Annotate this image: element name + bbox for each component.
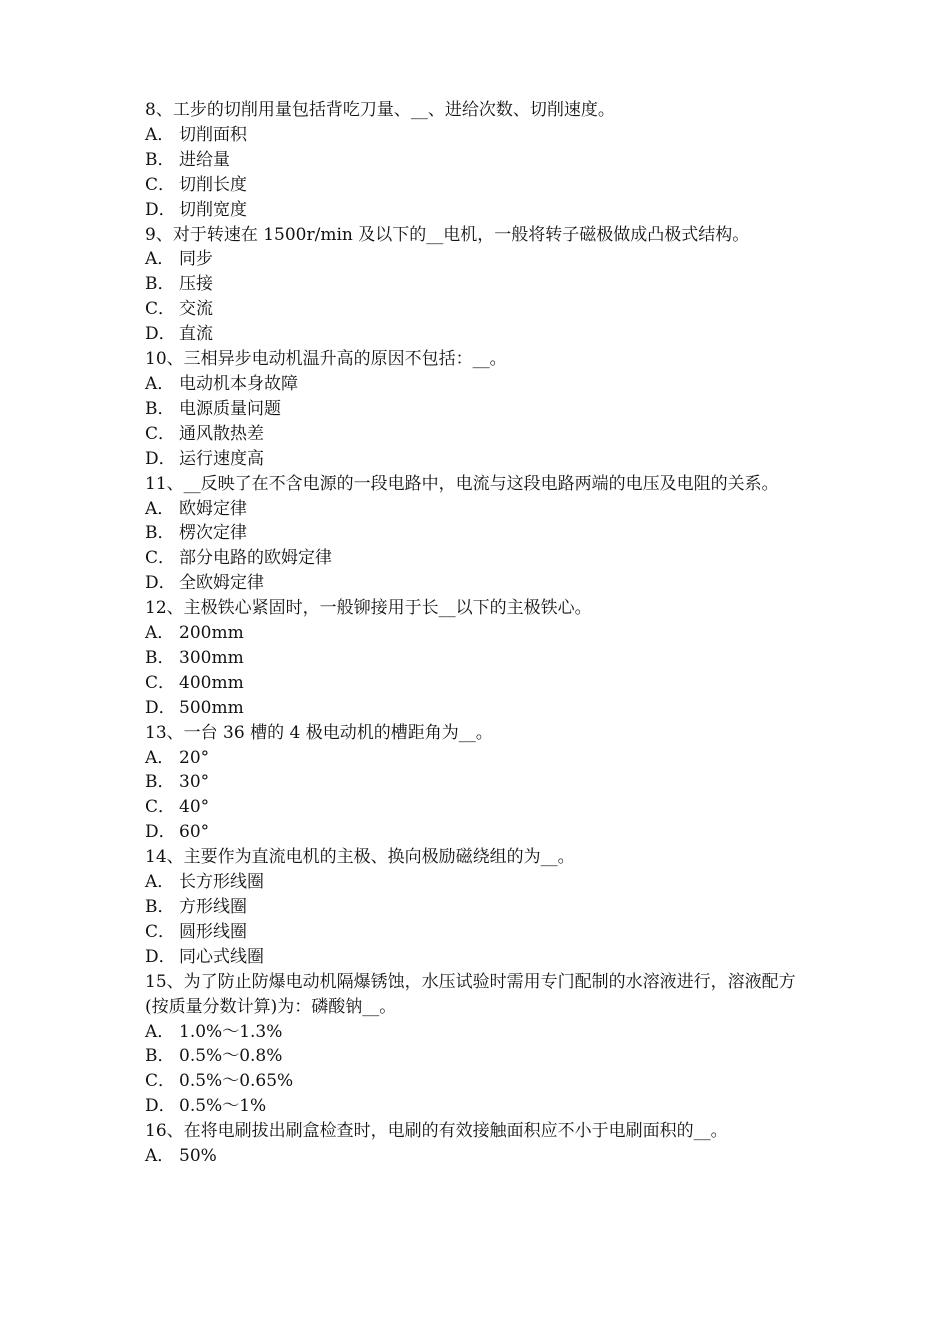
option-text: 切削面积 <box>179 124 247 145</box>
answer-option <box>145 322 810 347</box>
answer-option <box>145 770 810 795</box>
question-text: 13、一台 36 槽的 4 极电动机的槽距角为__。 <box>145 722 493 743</box>
option-letter: C． <box>145 423 176 444</box>
option-letter: B． <box>145 647 175 668</box>
option-text: 200mm <box>179 623 244 644</box>
option-letter: D． <box>145 697 176 718</box>
option-letter: D． <box>145 573 176 594</box>
question-text: 12、主极铁心紧固时，一般铆接用于长__以下的主极铁心。 <box>145 598 592 619</box>
option-text: 通风散热差 <box>179 423 264 444</box>
option-letter: C． <box>145 174 176 195</box>
option-letter: D． <box>145 448 176 469</box>
option-text: 30° <box>179 772 210 793</box>
answer-option <box>145 945 810 970</box>
answer-option <box>145 148 810 173</box>
question-text: 15、为了防止防爆电动机隔爆锈蚀，水压试验时需用专门配制的水溶液进行，溶液配方(按质量分数计算)为：磷酸钠__。 <box>145 971 796 1017</box>
option-letter: A． <box>145 623 175 644</box>
option-text: 长方形线圈 <box>179 872 264 893</box>
answer-option <box>145 671 810 696</box>
question-text: 8、工步的切削用量包括背吃刀量、__、进给次数、切削速度。 <box>145 100 615 120</box>
option-letter: B． <box>145 523 175 544</box>
option-text: 电源质量问题 <box>179 398 281 419</box>
option-text: 进给量 <box>179 149 230 170</box>
answer-option <box>145 1069 810 1094</box>
option-text: 切削长度 <box>179 174 247 195</box>
answer-option <box>145 1020 810 1045</box>
question-text: 9、对于转速在 1500r/min 及以下的__电机，一般将转子磁极做成凸极式结构。 <box>145 224 750 245</box>
option-text: 直流 <box>179 324 213 345</box>
option-letter: B． <box>145 149 175 170</box>
option-text: 部分电路的欧姆定律 <box>179 548 332 569</box>
option-letter: B． <box>145 897 175 917</box>
option-letter: B． <box>145 772 175 793</box>
option-letter: B． <box>145 398 175 419</box>
answer-option <box>145 546 810 571</box>
answer-option <box>145 397 810 422</box>
question-list <box>145 98 810 1169</box>
option-text: 40° <box>179 797 210 818</box>
answer-option <box>145 521 810 546</box>
option-text: 运行速度高 <box>179 448 264 469</box>
answer-option <box>145 372 810 397</box>
answer-option <box>145 198 810 223</box>
option-text: 方形线圈 <box>179 897 247 917</box>
answer-option <box>145 123 810 148</box>
answer-option <box>145 571 810 596</box>
question-text: 14、主要作为直流电机的主极、换向极励磁绕组的为__。 <box>145 847 575 868</box>
option-letter: A． <box>145 872 175 893</box>
option-text: 0.5%～0.65% <box>179 1071 294 1092</box>
option-text: 全欧姆定律 <box>179 573 264 594</box>
option-letter: A． <box>145 249 175 270</box>
option-letter: C． <box>145 1071 176 1092</box>
answer-option <box>145 447 810 472</box>
option-text: 压接 <box>179 274 213 295</box>
option-text: 欧姆定律 <box>179 498 247 519</box>
answer-option <box>145 1044 810 1069</box>
answer-option <box>145 1094 810 1119</box>
answer-option <box>145 173 810 198</box>
option-text: 交流 <box>179 299 213 320</box>
answer-option <box>145 795 810 820</box>
option-letter: D． <box>145 946 176 967</box>
answer-option <box>145 696 810 721</box>
answer-option <box>145 746 810 771</box>
option-letter: A． <box>145 124 175 145</box>
option-letter: C． <box>145 921 176 942</box>
option-text: 同心式线圈 <box>179 946 264 967</box>
option-letter: A． <box>145 1146 175 1167</box>
question-text: 11、__反映了在不含电源的一段电路中，电流与这段电路两端的电压及电阻的关系。 <box>145 473 779 494</box>
option-letter: C． <box>145 548 176 569</box>
answer-option <box>145 247 810 272</box>
option-text: 20° <box>179 747 210 768</box>
option-letter: C． <box>145 299 176 320</box>
answer-option <box>145 646 810 671</box>
question-text: 10、三相异步电动机温升高的原因不包括：__。 <box>145 349 507 370</box>
answer-option <box>145 1144 810 1169</box>
option-letter: C． <box>145 797 176 818</box>
option-letter: A． <box>145 498 175 519</box>
answer-option <box>145 895 810 920</box>
option-text: 500mm <box>179 697 244 718</box>
answer-option <box>145 497 810 522</box>
option-letter: B． <box>145 274 175 295</box>
answer-option <box>145 272 810 297</box>
answer-option <box>145 621 810 646</box>
answer-option <box>145 920 810 945</box>
option-letter: A． <box>145 1021 175 1042</box>
option-letter: C． <box>145 672 176 693</box>
option-text: 50% <box>179 1146 217 1167</box>
option-text: 电动机本身故障 <box>179 373 298 394</box>
answer-option <box>145 297 810 322</box>
option-letter: A． <box>145 373 175 394</box>
option-letter: D． <box>145 199 176 220</box>
option-letter: D． <box>145 324 176 345</box>
option-text: 400mm <box>179 672 244 693</box>
answer-option <box>145 422 810 447</box>
question-text: 16、在将电刷拔出刷盒检查时，电刷的有效接触面积应不小于电刷面积的__。 <box>145 1121 728 1142</box>
option-text: 1.0%～1.3% <box>179 1021 283 1042</box>
option-text: 圆形线圈 <box>179 921 247 942</box>
option-letter: D． <box>145 1096 176 1117</box>
option-letter: B． <box>145 1046 175 1067</box>
option-text: 300mm <box>179 647 244 668</box>
answer-option <box>145 820 810 845</box>
option-letter: D． <box>145 822 176 843</box>
option-text: 同步 <box>179 249 213 270</box>
option-text: 0.5%～1% <box>179 1096 267 1117</box>
option-text: 楞次定律 <box>179 523 247 544</box>
option-text: 切削宽度 <box>179 199 247 220</box>
option-letter: A． <box>145 747 175 768</box>
option-text: 60° <box>179 822 210 843</box>
answer-option <box>145 870 810 895</box>
option-text: 0.5%～0.8% <box>179 1046 283 1067</box>
